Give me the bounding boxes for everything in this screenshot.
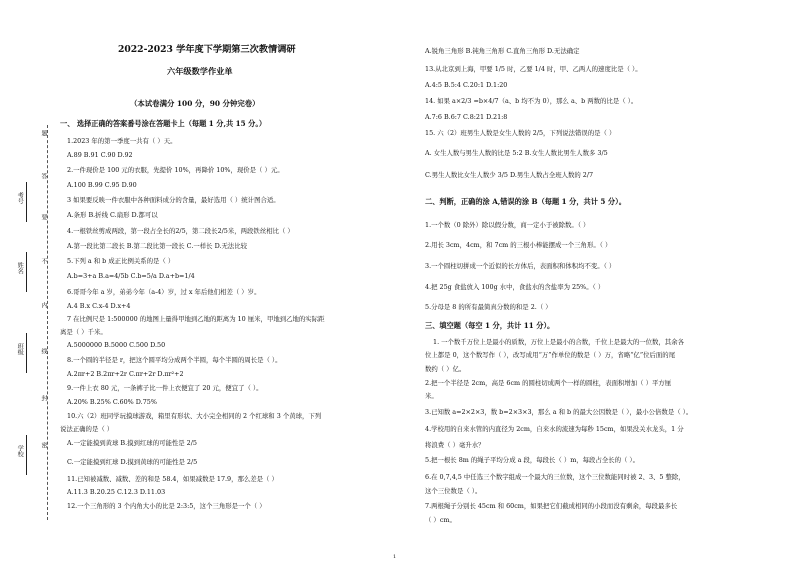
option-line: A.20% B.25% C.60% D.75% [67,398,157,406]
field-label-class: 班级 [16,343,24,356]
fill-line: 5.把一根长 8m 的绳子平均分成 a 段，每段长（ ）m，每段占全长的（ ）。 [425,456,640,464]
field-underline [26,252,27,292]
fill-line: 数约（ ）亿。 [425,365,466,373]
fill-line: 2.把一个半径是 2cm，高是 6cm 的圆柱切成两个一样的圆柱，表面积增加（ ）平方厘 [425,379,672,387]
question-line: 6.哥哥今年 a 岁，弟弟今年（a-4）岁，过 x 年后他们相差（ ）岁。 [67,288,261,296]
question-line: 9.一件上衣 80 元，一条裤子比一件上衣便宜了 20 元，便宜了（ ）。 [67,384,263,392]
field-underline [26,333,27,373]
binding-line [47,125,48,520]
judge-line: 2.用长 3cm，4cm，和 7cm 的三根小棒能摆成一个三角形。（ ） [425,241,612,249]
question-line: 13.从北京到上海，甲要 1/5 时，乙要 1/4 时，甲、乙两人的速度比是（ ）。 [425,65,642,73]
section-3-heading: 三、填空题（每空 1 分，共计 11 分）。 [425,321,555,330]
option-line: A.11.3 B.20.25 C.12.3 D.11.03 [67,488,166,496]
binding-char: 答 [40,173,47,179]
judge-line: 3.一个圆柱切拼成一个近似的长方体后，表面积和体积均不变。（ ） [425,262,616,270]
fill-line: 3.已知数 a=2×2×3，数 b=2×3×3，那么 a 和 b 的最大公因数是（ ），最小公倍数是（ ）。 [425,408,693,416]
page-subtitle: 六年级数学作业单 [167,66,233,76]
field-underline [26,435,27,475]
binding-char: 题 [40,130,47,136]
option-line: A.7:6 B.6:7 C.8:21 D.21:8 [425,113,508,121]
question-line: 8.一个圆的半径是 r，把这个圆平均分成两个半圆，每个半圆的周长是（ ）。 [67,356,282,364]
question-line: 说法正确的是（ ） [60,425,114,433]
page-title: 2022-2023 学年度下学期第三次教情调研 [118,44,296,55]
option-line: A.4 B.x C.x-4 D.x+4 [67,302,131,310]
question-line: 11.已知被减数、减数、差的和是 58.4，如果减数是 17.9，那么差是（ ） [67,475,278,483]
question-line: 1.2023 年的第一季度一共有（ ）天。 [67,137,177,145]
field-label-exam-no: 考号 [16,192,24,205]
binding-char: 内 [40,302,47,308]
question-line: 离是（ ）千米。 [60,328,107,336]
question-line: 3 如果要反映一件衣服中各种面料成分的含量，最好选用（ ）统计图合适。 [67,196,280,204]
fill-line: 位上都是 0，这个数写作（ ），改写成用“万”作单位的数是（ ）万，省略“亿”位后面的尾 [425,351,676,359]
question-line: 7 在比例尺是 1:500000 的地图上量得甲地到乙地的距离为 10 厘米，甲地到乙地的实际距 [67,315,325,323]
option-line: A.4:5 B.5:4 C.20:1 D.1:20 [425,81,508,89]
question-line: 14. 如果 a×2/3 =b×4/7（a、b 均不为 0），那么 a、b 两数的比是（ ）。 [425,97,638,105]
option-line: A.100 B.99 C.95 D.90 [67,181,137,189]
fill-line: 1. 一个数千万位上是最小的质数，万位上是最小的合数，千位上是最大的一位数，其余各 [433,338,684,346]
option-line: C.一定能摸到红球 D.摸到黄球的可能性是 2/5 [67,458,198,466]
fill-line: 6.在 0,7,4,5 中任选三个数字组成一个最大的三位数，这个三位数能同时被 2、3、5 整除， [425,473,685,481]
page-number: 1 [393,554,397,560]
question-line: 5.下列 a 和 b 成正比例关系的是（ ） [67,257,175,265]
fill-line: 米。 [425,392,438,400]
field-underline [26,182,27,222]
option-line: A. 女生人数与男生人数的比是 5:2 B.女生人数比男生人数多 3/5 [425,149,608,157]
option-line: A.一定能摸到黄球 B.摸到红球的可能性是 2/5 [67,439,197,447]
judge-line: 5.分母是 8 的所有最简真分数的和是 2.（ ） [425,303,552,311]
field-label-school: 学校 [16,445,24,458]
binding-char: 不 [40,258,47,264]
option-line: A.2πr+2 B.2πr+2r C.πr+2r D.πr²+2 [67,370,184,378]
fill-line: 4.学校用的自来水管的内直径为 2cm，自来水的流速为每秒 15cm，如果没关水龙头，1 分 [425,425,684,433]
exam-note: （本试卷满分 100 分，90 分钟完卷） [130,99,260,108]
fill-line: 将浪费（ ）毫升水？ [425,441,485,449]
section-1-heading: 一、 选择正确的答案番号涂在答题卡上（每题 1 分,共 15 分。） [60,119,267,128]
question-line: 4.一根铁丝剪成两段，第一段占全长的2/5，第二段长2/5米，两段铁丝相比（ ） [67,227,294,235]
binding-char: 线 [40,348,47,354]
binding-char: 封 [40,395,47,401]
binding-char: 要 [40,214,47,220]
field-label-name: 姓名 [16,262,24,275]
option-line: C.男生人数比女生人数少 3/5 D.男生人数占全班人数的 2/7 [425,171,594,179]
option-line: A.5000000 B.5000 C.500 D.50 [67,341,166,349]
option-line: A.89 B.91 C.90 D.92 [67,151,133,159]
question-line: 2.一件现价是 100 元的衣服，先提价 10%，再降价 10%，现价是（ ）元。 [67,166,284,174]
question-line: 10.六（2）班同学玩摸球游戏，箱里有形状、大小完全相同的 2 个红球和 3 个黄球，下列 [67,412,322,420]
option-line: A.b=3+a B.a=4/5b C.b=5/a D.a+b=1/4 [67,272,195,280]
judge-line: 4.把 25g 食盐放入 100g 水中，食盐水的含盐率为 25%。（ ） [425,283,605,291]
question-line: 15. 六（2）班男生人数是女生人数的 2/5，下列说法错误的是（ ） [425,129,616,137]
judge-line: 1.一个数（0 除外）除以假分数，商一定小于被除数。（ ） [425,221,590,229]
fill-line: 这个三位数是（ ）。 [425,487,482,495]
section-2-heading: 二、判断，正确的涂 A,错误的涂 B（每题 1 分，共计 5 分）。 [425,197,626,206]
fill-line: 7.两根绳子分别长 45cm 和 60cm，如果把它们截成相同的小段而没有剩余，每段最多长 [425,502,678,510]
fill-line: （ ）cm。 [425,516,456,524]
binding-char: 密 [40,442,47,448]
option-line: A.条形 B.折线 C.扇形 D.都可以 [67,211,158,219]
option-line: A.锐角三角形 B.钝角三角形 C.直角三角形 D.无法确定 [425,47,580,55]
option-line: A.第一段比第二段长 B.第二段比第一段长 C.一样长 D.无法比较 [67,242,248,250]
question-line: 12.一个三角形的 3 个内角大小的比是 2:3:5，这个三角形是一个（ ） [67,502,266,510]
